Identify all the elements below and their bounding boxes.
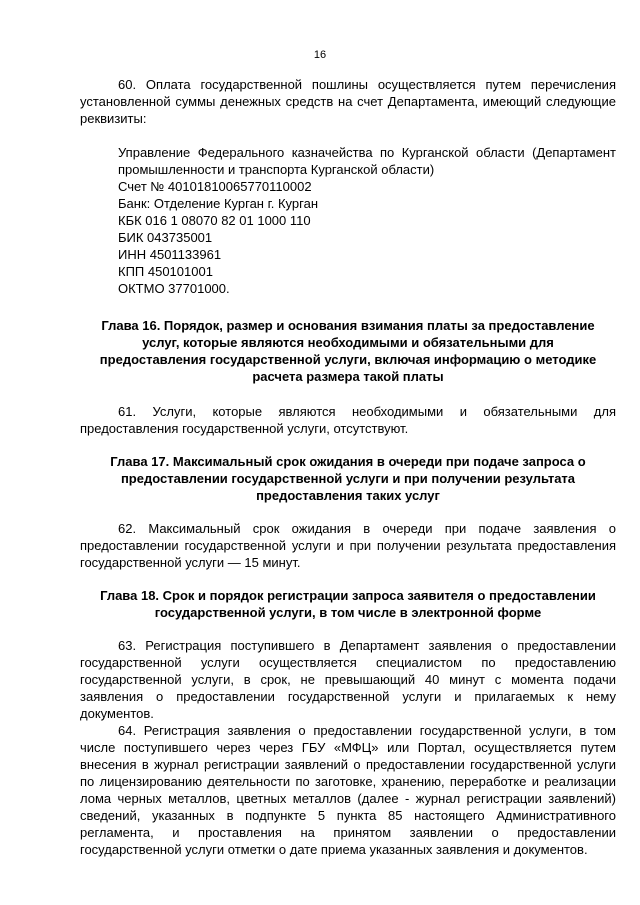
chapter-16-heading: Глава 16. Порядок, размер и основания взимания платы за предоставление услуг, которые являются необходимыми и обязательными для предоставления государственной услуги, включая информацию о методике расчета размера такой платы bbox=[99, 318, 597, 384]
requisites-kbk: КБК 016 1 08070 82 01 1000 110 bbox=[118, 213, 311, 228]
payment-requisites bbox=[80, 144, 616, 297]
requisites-inn: ИНН 4501133961 bbox=[118, 247, 222, 262]
paragraph-64: 64. Регистрация заявления о предоставлении государственной услуги, в том числе поступившего через через ГБУ «МФЦ» или Портал, осуществляется путем внесения в журнал регистрации заявлений о предоставлении государственной услуги по лицензированию деятельности по заготовке, хранению, переработке и реализации лома черных металлов, цветных металлов (далее - журнал регистрации заявлений) сведений, указанных в подпункте 5 пункта 85 настоящего Административного регламента, и проставления на принятом заявлении о предоставлении государственной услуги отметки о дате приема указанных заявления и документов. bbox=[80, 723, 616, 857]
paragraph-63: 63. Регистрация поступившего в Департамент заявления о предоставлении государственной услуги осуществляется специалистом по предоставлению государственной услуги, в срок, не превышающий 40 минут с момента подачи заявления о предоставлении государственной услуги и прилагаемых к нему документов. bbox=[80, 638, 616, 721]
requisites-organization: Управление Федерального казначейства по Курганской области (Департамент промышленности и транспорта Курганской области) bbox=[118, 145, 616, 177]
chapter-17-heading: Глава 17. Максимальный срок ожидания в очереди при подаче запроса о предоставлении государственной услуги и при получении результата предоставления таких услуг bbox=[110, 454, 586, 503]
paragraph-61: 61. Услуги, которые являются необходимыми и обязательными для предоставления государственной услуги, отсутствуют. bbox=[80, 404, 616, 436]
chapter-18-heading: Глава 18. Срок и порядок регистрации запроса заявителя о предоставлении государственной услуги, в том числе в электронной форме bbox=[100, 588, 596, 620]
requisites-bank: Банк: Отделение Курган г. Курган bbox=[118, 196, 319, 211]
requisites-kpp: КПП 450101001 bbox=[118, 264, 213, 279]
requisites-oktmo: ОКТМО 37701000. bbox=[118, 281, 230, 296]
document-body bbox=[80, 76, 616, 858]
page-number: 16 bbox=[313, 49, 327, 61]
paragraph-60: 60. Оплата государственной пошлины осуществляется путем перечисления установленной суммы денежных средств на счет Департамента, имеющий следующие реквизиты: bbox=[80, 77, 616, 126]
paragraph-62: 62. Максимальный срок ожидания в очереди при подаче заявления о предоставлении государственной услуги и при получении результата предоставления государственной услуги — 15 минут. bbox=[80, 521, 616, 570]
requisites-account: Счет № 40101810065770110002 bbox=[118, 179, 312, 194]
requisites-bik: БИК 043735001 bbox=[118, 230, 213, 245]
